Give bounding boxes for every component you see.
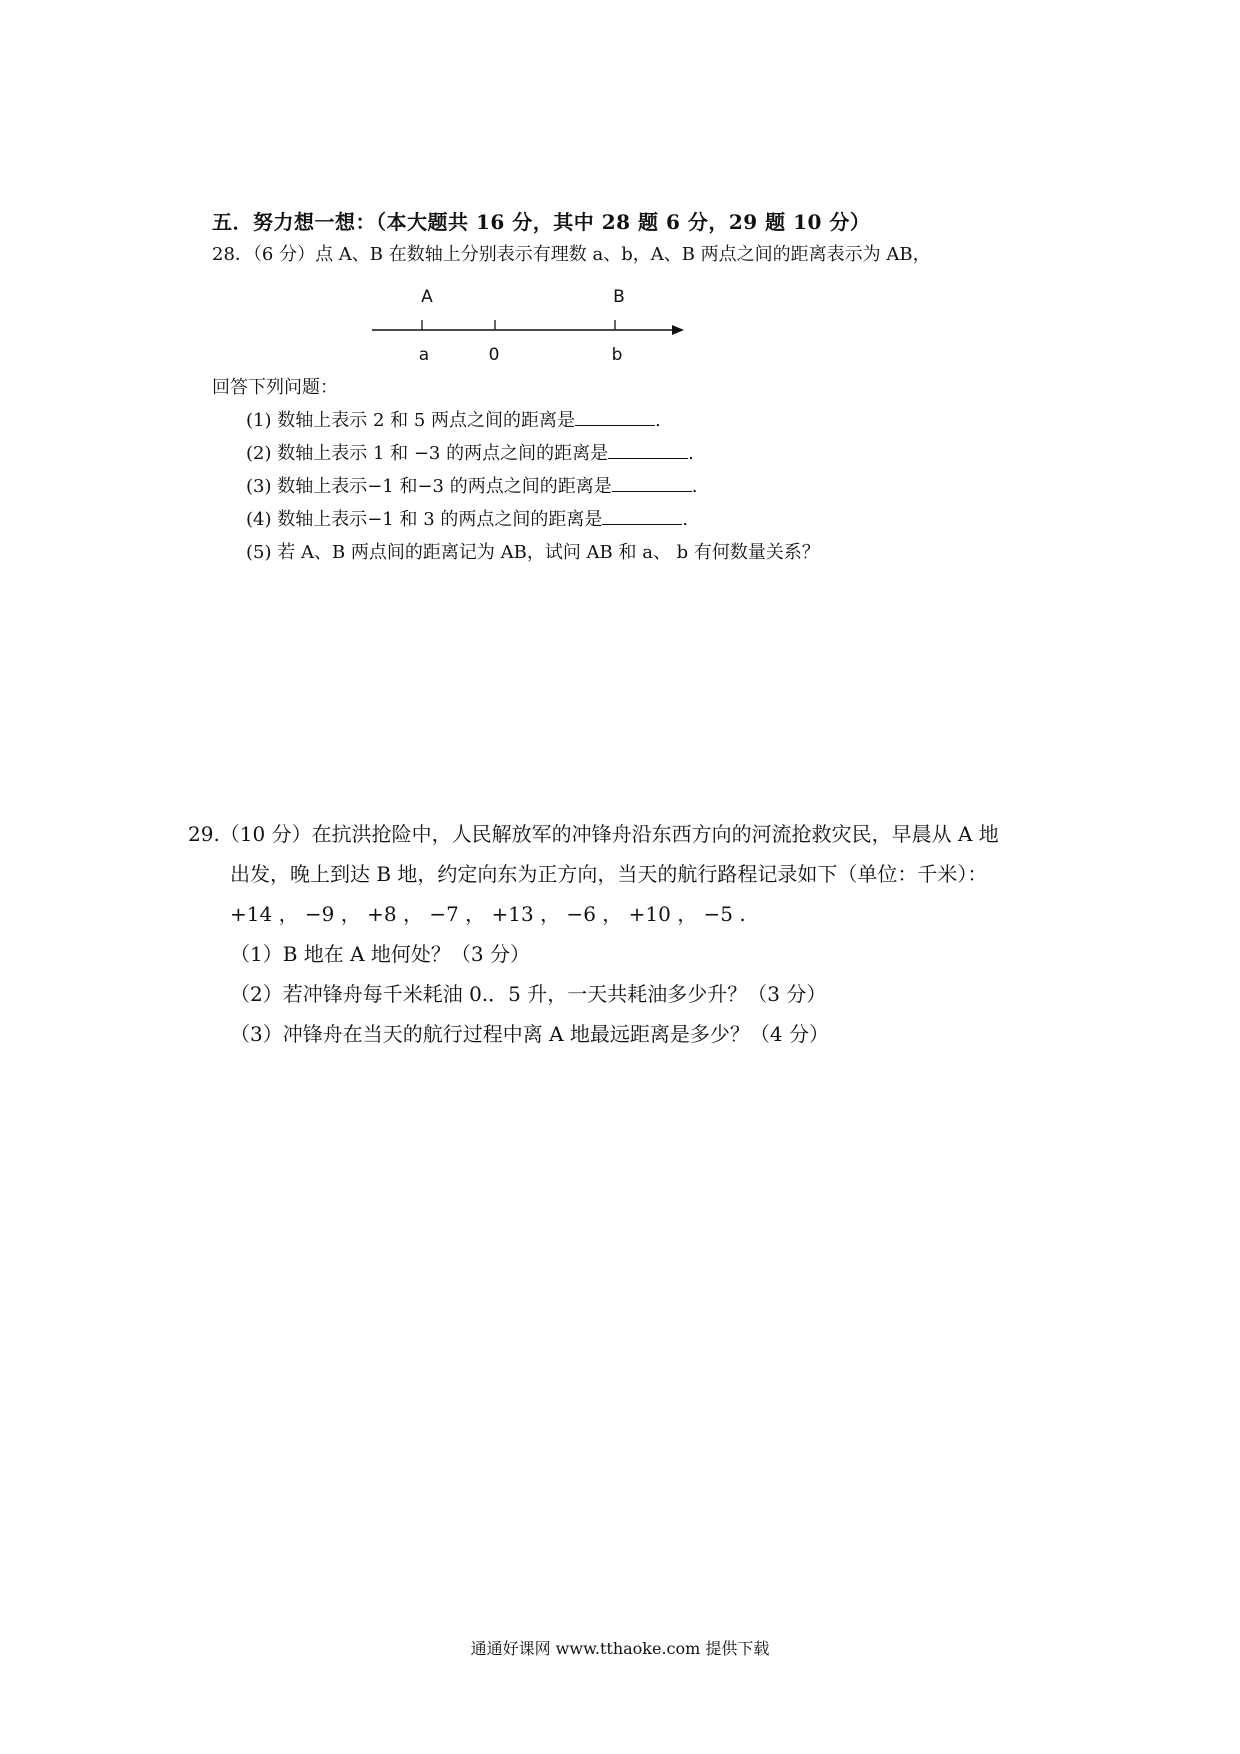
point-label-a-upper: A <box>421 287 433 307</box>
answer-blank <box>612 475 692 492</box>
question-29-line-2: 出发，晚上到达 B 地，约定向东为正方向，当天的航行路程记录如下（单位：千米）： <box>230 862 988 886</box>
point-label-b-upper: B <box>613 287 625 307</box>
question-28-prompt: 回答下列问题： <box>212 377 338 398</box>
answer-blank <box>575 409 655 426</box>
question-28-stem: 28．（6 分）点 A、B 在数轴上分别表示有理数 a、b，A、B 两点之间的距离表示为 AB， <box>212 244 931 265</box>
question-29-item-1: （1）B 地在 A 地何处？（3 分） <box>230 942 531 966</box>
question-29-item-2: （2）若冲锋舟每千米耗油 0.．5 升，一天共耗油多少升？（3 分） <box>230 982 827 1006</box>
question-28-item-2 <box>246 439 694 465</box>
item-end: . <box>682 509 689 530</box>
item-text: (2) 数轴上表示 1 和 −3 的两点之间的距离是 <box>246 443 609 464</box>
number-line-figure <box>0 0 1240 380</box>
question-28-item-5 <box>246 538 820 564</box>
item-end: . <box>688 443 694 464</box>
question-29-line-1: 29.（10 分）在抗洪抢险中，人民解放军的冲锋舟沿东西方向的河流抢救灾民，早晨从 A 地 <box>188 822 999 846</box>
answer-blank <box>608 442 688 459</box>
section-heading: 五．努力想一想：（本大题共 16 分，其中 28 题 6 分，29 题 10 分） <box>212 210 871 234</box>
number-line-arrow <box>672 325 684 335</box>
page-footer: 通通好课网 www.tthaoke.com 提供下载 <box>470 1639 770 1658</box>
value-label-b: b <box>611 345 623 365</box>
item-end: . <box>655 410 661 431</box>
question-29-item-3: （3）冲锋舟在当天的航行过程中离 A 地最远距离是多少？（4 分） <box>230 1022 829 1046</box>
question-29-records: +14 ， −9 ， +8 ， −7 ， +13 ， −6 ， +10 ， −5 . <box>230 902 746 926</box>
question-28-item-1 <box>246 406 661 432</box>
question-28-item-3 <box>246 472 697 498</box>
answer-blank <box>602 508 682 525</box>
question-28-item-4 <box>246 505 688 531</box>
value-label-zero: 0 <box>488 345 500 365</box>
item-end: . <box>691 476 698 497</box>
item-text: (1) 数轴上表示 2 和 5 两点之间的距离是 <box>246 410 576 431</box>
item-text: (3) 数轴上表示−1 和−3 的两点之间的距离是 <box>246 476 612 497</box>
value-label-a: a <box>418 345 430 365</box>
item-text: (5) 若 A、B 两点间的距离记为 AB，试问 AB 和 a、 b 有何数量关系？ <box>246 542 820 563</box>
item-text: (4) 数轴上表示−1 和 3 的两点之间的距离是 <box>246 509 603 530</box>
